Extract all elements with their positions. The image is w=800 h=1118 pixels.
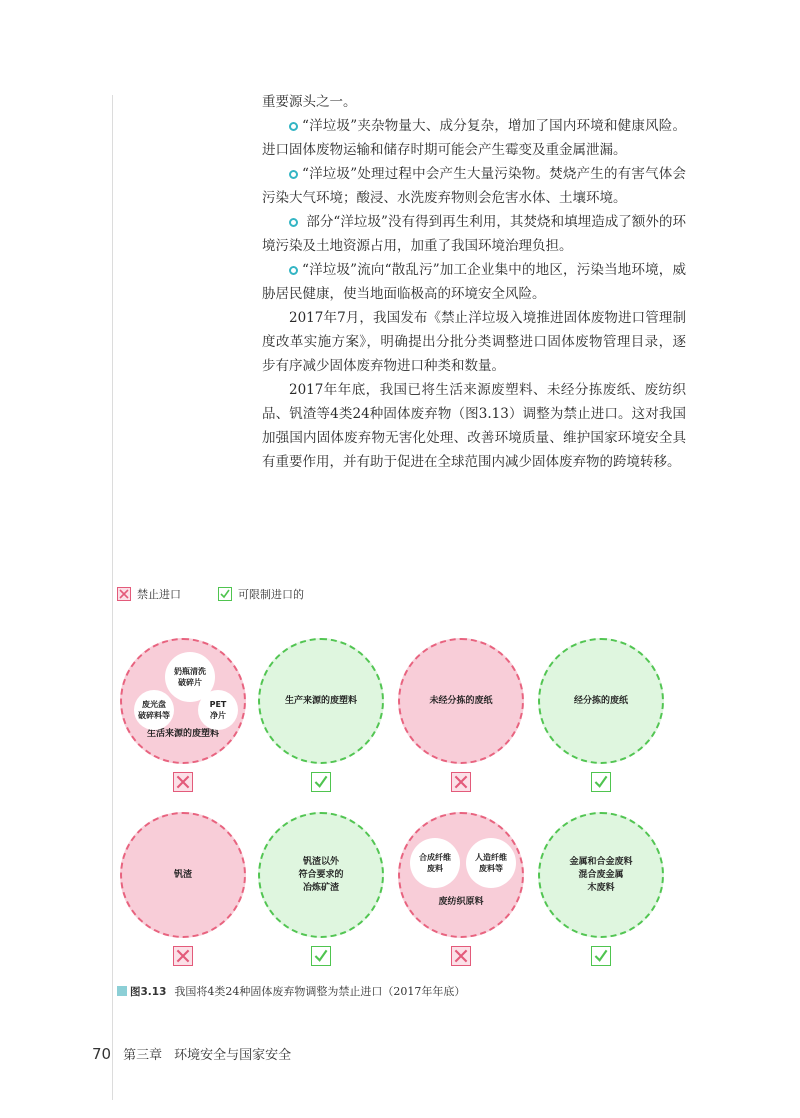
- paragraph: [262, 258, 686, 306]
- category-label: 废纺织原料: [438, 897, 484, 907]
- category-label: 生活来源的废塑料: [146, 729, 219, 739]
- check-icon: [218, 587, 232, 601]
- paragraph: [262, 378, 686, 474]
- waste-category-circle: [538, 638, 664, 764]
- check-icon: [311, 772, 331, 792]
- bullet-circle-icon: [289, 170, 298, 179]
- caption-marker: [117, 986, 127, 996]
- subcategory-bubble: 人造纤维 废料等: [466, 838, 516, 888]
- chapter-label: 第三章: [123, 1048, 163, 1063]
- paragraph-text: “洋垃圾”夹杂物量大、成分复杂，增加了国内环境和健康风险。进口固体废物运输和储存时期可能会产生霉变及重金属泄漏。: [262, 118, 686, 158]
- bullet-circle-icon: [289, 266, 298, 275]
- page-number: 70: [92, 1045, 112, 1063]
- paragraph: [262, 114, 686, 162]
- paragraph-text: 部分“洋垃圾”没有得到再生利用，其焚烧和填埋造成了额外的环境污染及土地资源占用，加重了我国环境治理负担。: [262, 214, 686, 254]
- category-label: 金属和合金废料 混合废金属 木废料: [569, 856, 633, 893]
- subcategory-bubble: 合成纤维 废料: [410, 838, 460, 888]
- legend-restricted: [218, 586, 304, 602]
- paragraph-text: “洋垃圾”处理过程中会产生大量污染物。焚烧产生的有害气体会污染大气环境；酸浸、水洗废弃物则会危害水体、土壤环境。: [262, 166, 686, 206]
- legend-banned: [117, 586, 181, 602]
- page-footer: [92, 1044, 291, 1063]
- waste-category-circle: [120, 638, 246, 764]
- category-label: 经分拣的废纸: [573, 695, 628, 706]
- subcategory-bubble: 废光盘 破碎料等: [134, 690, 174, 730]
- paragraph-text: “洋垃圾”流向“散乱污”加工企业集中的地区，污染当地环境，威胁居民健康，使当地面临极高的环境安全风险。: [262, 262, 686, 302]
- waste-category-circle: [538, 812, 664, 938]
- waste-category-circle: [120, 812, 246, 938]
- legend-restricted-label: 可限制进口的: [238, 588, 304, 601]
- cross-icon: [173, 946, 193, 966]
- check-icon: [311, 946, 331, 966]
- paragraph: [262, 162, 686, 210]
- paragraph: [262, 210, 686, 258]
- paragraph: [262, 306, 686, 378]
- category-label: 钒渣以外 符合要求的 冶炼矿渣: [298, 856, 344, 893]
- legend-banned-label: 禁止进口: [137, 588, 181, 601]
- check-icon: [591, 772, 611, 792]
- waste-category-circle: [398, 812, 524, 938]
- waste-category-circle: [258, 638, 384, 764]
- bullet-circle-icon: [289, 218, 298, 227]
- subcategory-bubble: PET 净片: [198, 690, 238, 730]
- cross-icon: [451, 772, 471, 792]
- waste-category-circle: [258, 812, 384, 938]
- caption-text: 我国将4类24种固体废弃物调整为禁止进口（2017年年底）: [174, 985, 466, 998]
- category-label: 未经分拣的废纸: [429, 695, 493, 706]
- waste-category-circle: [398, 638, 524, 764]
- figure-caption: [117, 983, 465, 999]
- cross-icon: [173, 772, 193, 792]
- paragraph-text: 重要源头之一。: [262, 94, 357, 110]
- caption-number: 图3.13: [130, 985, 167, 998]
- body-text: [262, 90, 686, 474]
- check-icon: [591, 946, 611, 966]
- subcategory-bubble: 奶瓶清洗 破碎片: [165, 652, 215, 702]
- cross-icon: [451, 946, 471, 966]
- margin-line: [112, 95, 113, 1100]
- cross-icon: [117, 587, 131, 601]
- chapter-title: 环境安全与国家安全: [174, 1048, 292, 1063]
- paragraph: [262, 90, 686, 114]
- category-label: 生产来源的废塑料: [284, 695, 357, 706]
- bullet-circle-icon: [289, 122, 298, 131]
- paragraph-text: 2017年7月，我国发布《禁止洋垃圾入境推进固体废物进口管理制度改革实施方案》，明确提出分批分类调整进口固体废物管理目录，逐步有序减少固体废弃物进口种类和数量。: [262, 310, 686, 374]
- paragraph-text: 2017年年底，我国已将生活来源废塑料、未经分拣废纸、废纺织品、钒渣等4类24种固体废弃物（图3.13）调整为禁止进口。这对我国加强国内固体废弃物无害化处理、改善环境质量、维护国家环境安全具有重要作用，并有助于促进在全球范围内减少固体废弃物的跨境转移。: [262, 382, 686, 470]
- category-label: 钒渣: [173, 869, 192, 880]
